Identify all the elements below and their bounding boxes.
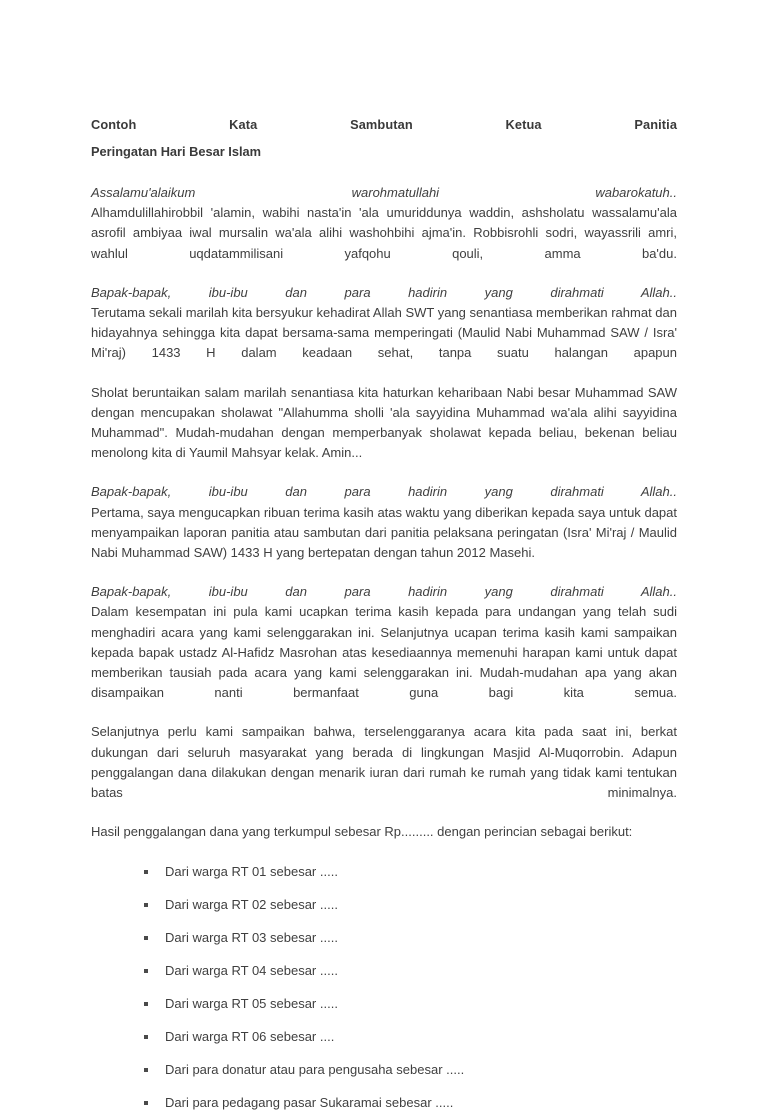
document-content — [91, 115, 677, 1113]
paragraph-block-2 — [91, 283, 677, 364]
salutation-1: Assalamu'alaikum warohmatullahi wabarokatuh.. — [91, 185, 677, 200]
list-item — [91, 895, 677, 915]
page-title — [91, 115, 677, 135]
list-item-label: Dari warga RT 01 sebesar ..... — [165, 864, 338, 880]
paragraph-block-7 — [91, 822, 677, 842]
square-bullet-icon — [144, 1101, 148, 1105]
salutation-2: Bapak-bapak, ibu-ibu dan para hadirin yang dirahmati Allah.. — [91, 284, 677, 300]
list-item — [91, 994, 677, 1014]
salutation-4: Bapak-bapak, ibu-ibu dan para hadirin yang dirahmati Allah.. — [91, 484, 677, 500]
list-item-label: Dari warga RT 04 sebesar ..... — [165, 963, 338, 979]
list-item — [91, 961, 677, 981]
title-word-5: Panitia — [634, 117, 678, 132]
title-word-3: Sambutan — [350, 117, 413, 132]
salutation-5: Bapak-bapak, ibu-ibu dan para hadirin yang dirahmati Allah.. — [91, 584, 677, 600]
list-item — [91, 1027, 677, 1047]
paragraph-body-4: Pertama, saya mengucapkan ribuan terima kasih atas waktu yang diberikan kepada saya untuk dapat menyampaikan laporan panitia atau sambutan dari panitia pelaksana peringatan (Isra' Mi'raj / Maulid Nabi Muhammad SAW) 1433 H yang bertepatan dengan tahun 2012 Masehi. — [91, 504, 677, 561]
title-word-4: Ketua — [505, 117, 542, 132]
paragraph-body-6: Selanjutnya perlu kami sampaikan bahwa, terselenggaranya acara kita pada saat ini, berkat dukungan dari seluruh masyarakat yang berada di lingkungan Masjid Al-Muqorrobin. Adapun penggalangan dana dilakukan dengan menarik iuran dari rumah ke rumah yang tidak kami tentukan batas minimalnya. — [91, 724, 677, 801]
paragraph-block-1 — [91, 183, 677, 264]
list-item-label: Dari para donatur atau para pengusaha sebesar ..... — [165, 1062, 465, 1078]
paragraph-body-1: Alhamdulillahirobbil 'alamin, wabihi nasta'in 'ala umuriddunya waddin, ashsholatu wassalamu'ala asrofil ambiyaa iwal mursalin wa'ala alihi washohbihi ajma'in. Robbisrohli sodri, wayassrili amri, wahlul uqdatammilisani yafqohu qouli, amma ba'du. — [91, 205, 677, 261]
list-item-label: Dari para pedagang pasar Sukaramai sebesar ..... — [165, 1095, 454, 1111]
paragraph-body-5: Dalam kesempatan ini pula kami ucapkan terima kasih kepada para undangan yang telah sudi menghadiri acara yang kami selenggarakan ini. Selanjutnya ucapan terima kasih kami sampaikan kepada bapak ustadz Al-Hafidz Masrohan atas kesediaannya memenuhi harapan kami untuk dapat memberikan tausiah pada acara yang kami selenggarakan ini. Mudah-mudahan apa yang akan disampaikan nanti bermanfaat guna bagi kita semua. — [91, 604, 677, 701]
square-bullet-icon — [144, 870, 148, 874]
list-item — [91, 1060, 677, 1080]
square-bullet-icon — [144, 1035, 148, 1039]
square-bullet-icon — [144, 1002, 148, 1006]
list-item-label: Dari warga RT 03 sebesar ..... — [165, 930, 338, 946]
paragraph-block-3 — [91, 383, 677, 464]
square-bullet-icon — [144, 1068, 148, 1072]
square-bullet-icon — [144, 969, 148, 973]
title-word-1: Contoh — [91, 117, 137, 132]
paragraph-block-6 — [91, 722, 677, 803]
square-bullet-icon — [144, 903, 148, 907]
square-bullet-icon — [144, 936, 148, 940]
donation-list — [91, 862, 677, 1113]
paragraph-body-3: Sholat beruntaikan salam marilah senantiasa kita haturkan keharibaan Nabi besar Muhammad SAW dengan mencupakan sholawat "Allahumma sholli 'ala sayyidina Muhammad wa'ala alihi sayyidina Muhammad". Mudah-mudahan dengan memperbanyak sholawat kepada beliau, bekenan beliau menolong kita di Yaumil Mahsyar kelak. Amin... — [91, 384, 677, 461]
list-item-label: Dari warga RT 02 sebesar ..... — [165, 897, 338, 913]
paragraph-body-7: Hasil penggalangan dana yang terkumpul sebesar Rp......... dengan perincian sebagai berikut: — [91, 824, 633, 840]
paragraph-block-5 — [91, 582, 677, 703]
list-item — [91, 928, 677, 948]
list-item — [91, 1093, 677, 1113]
list-item — [91, 862, 677, 882]
paragraph-block-4 — [91, 482, 677, 563]
list-item-label: Dari warga RT 05 sebesar ..... — [165, 996, 338, 1012]
title-word-2: Kata — [229, 117, 258, 132]
list-item-label: Dari warga RT 06 sebesar .... — [165, 1029, 335, 1045]
paragraph-body-2: Terutama sekali marilah kita bersyukur kehadirat Allah SWT yang senantiasa memberikan rahmat dan hidayahnya sehingga kita dapat bersama-sama memperingati (Maulid Nabi Muhammad SAW / Isra' Mi'raj) 1433 H dalam keadaan sehat, tanpa suatu halangan apapun — [91, 305, 677, 361]
page-subtitle: Peringatan Hari Besar Islam — [91, 144, 261, 159]
